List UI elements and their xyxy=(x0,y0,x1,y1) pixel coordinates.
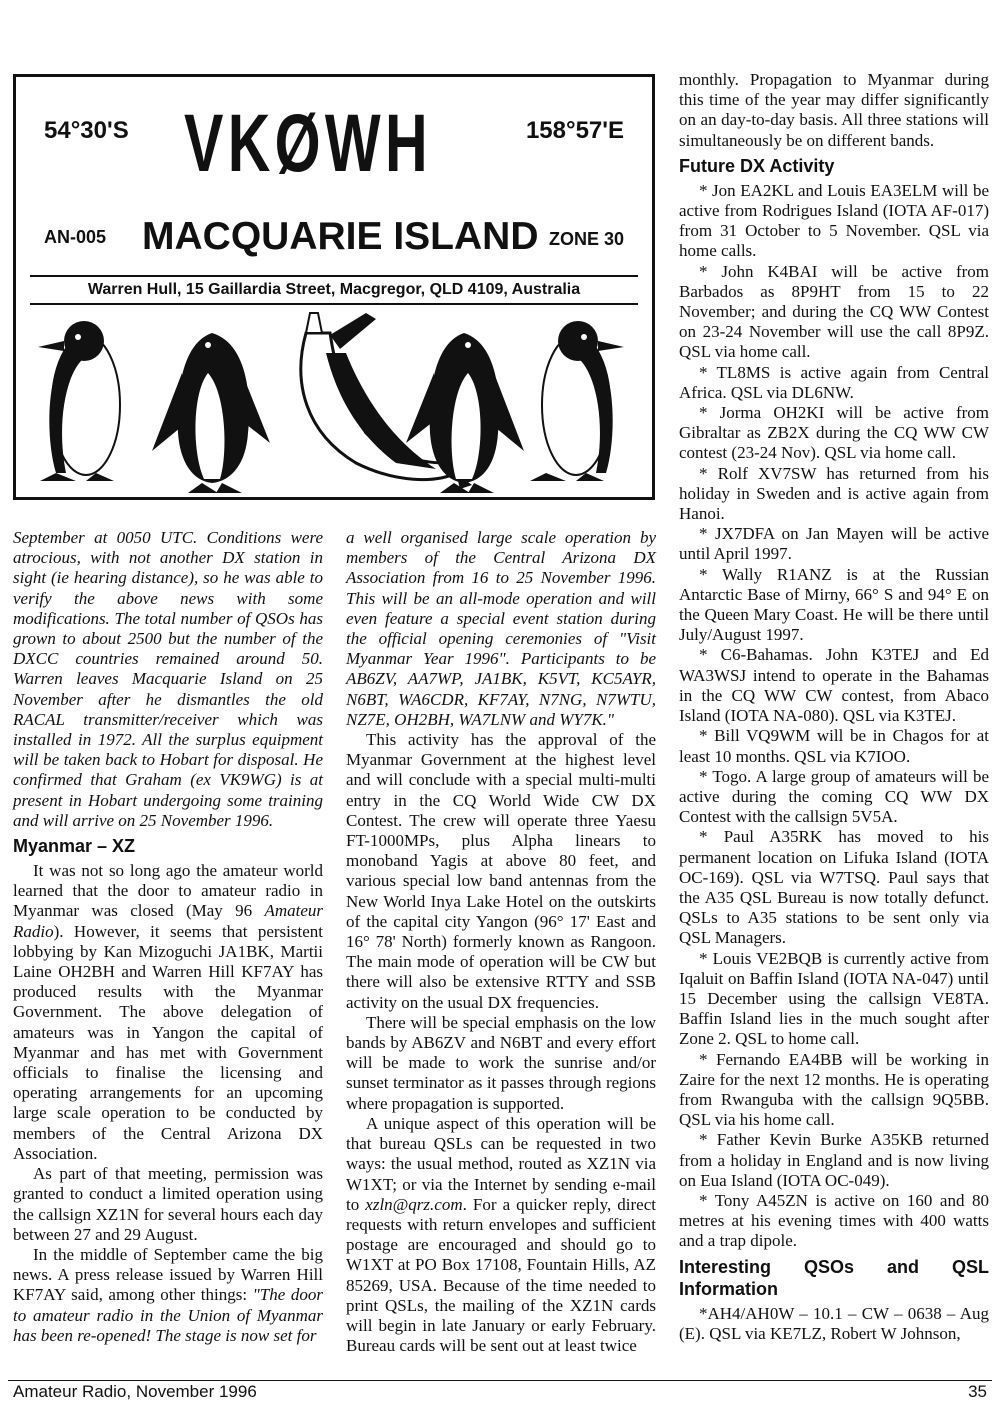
dx-activity-list xyxy=(679,181,989,1252)
dx-activity-item: * C6-Bahamas. John K3TEJ and Ed WA3WSJ intend to operate in the Bahamas in the CQ WW CW contest, from Abaco Island (IOTA NA-080). QSL via K3TEJ. xyxy=(679,645,989,726)
qsl-latitude: 54°30'S xyxy=(44,117,129,144)
column-3 xyxy=(679,70,989,1344)
dx-activity-item: * TL8MS is active again from Central Africa. QSL via DL6NW. xyxy=(679,362,989,402)
col3-paragraph: monthly. Propagation to Myanmar during this time of the year may differ significantly on an day-to-day basis. All three stations will simultaneously be on different bands. xyxy=(679,70,989,150)
footer-rule xyxy=(8,1380,992,1381)
dx-activity-item: * Tony A45ZN is active on 160 and 80 metres at his evening times with 400 watts and a trap dipole. xyxy=(679,1190,989,1251)
col1-paragraph: As part of that meeting, permission was granted to conduct a limited operation using the callsign XZ1N for several hours each day between 27 and 29 August. xyxy=(13,1164,323,1244)
dx-activity-item: * Fernando EA4BB will be working in Zaire for the next 12 months. He is operating from Rwanguba with the callsign 9Q5BB. QSL via his home call. xyxy=(679,1049,989,1130)
penguins-illustration xyxy=(16,303,652,493)
col2-paragraph: a well organised large scale operation by members of the Central Arizona DX Association from 16 to 25 November 1996. This will be an all-mode operation and will even feature a special event station during the official opening ceremonies of "Visit Myanmar Year 1996". Participants to be AB6ZV, AA7WP, JA1BK, K5VT, KC5AYR, N6BT, WA6CDR, KF7AY, N7NG, N7WTU, NZ7E, OH2BH, WA7LNW and WY7K." xyxy=(346,528,656,729)
penguin-icon xyxy=(38,321,120,481)
section-heading-qsos: Interesting QSOs and QSL Information xyxy=(679,1256,989,1299)
dx-activity-item: * Jon EA2KL and Louis EA3ELM will be active from Rodrigues Island (IOTA AF-017) from 31 October to 5 November. QSL via home calls. xyxy=(679,180,989,261)
qsl-zone: ZONE 30 xyxy=(548,229,624,249)
qsl-card xyxy=(13,74,655,500)
penguin-icon xyxy=(152,333,270,493)
qsl-callsign: VKØWH xyxy=(184,98,432,189)
dx-activity-item: * Louis VE2BQB is currently active from Iqaluit on Baffin Island (IOTA NA-047) until 15 December using the callsign VE8TA. Baffin Island lies in the much sought after Zone 2. QSL to home call. xyxy=(679,948,989,1049)
col2-paragraph: There will be special emphasis on the low bands by AB6ZV and N6BT and every effort will be made to work the sunrise and/or sunset terminator as it passes through regions where propagation is supported. xyxy=(346,1012,656,1113)
dx-activity-item: * Jorma OH2KI will be active from Gibraltar as ZB2X during the CQ WW CW contest (23-24 Nov). QSL via home call. xyxy=(679,403,989,463)
penguin-icon xyxy=(530,321,624,481)
col3-paragraph: *AH4/AH0W – 10.1 – CW – 0638 – Aug (E). QSL via KE7LZ, Robert W Johnson, xyxy=(679,1303,989,1343)
col2-paragraph: A unique aspect of this operation will be that bureau QSLs can be requested in two ways: the usual method, routed as XZ1N via W1XT; or via the Internet by sending e-mail to xzln@qrz.com. For a quicker reply, direct requests with return envelopes and sufficient postage are encouraged and should go to W1XT at PO Box 17108, Fountain Hills, AZ 85269, USA. Because of the time needed to print QSLs, the mailing of the XZ1N cards will begin in late January or early February. Bureau cards will be sent out at least twice xyxy=(346,1113,656,1356)
col2-paragraph: This activity has the approval of the Myanmar Government at the highest level and will conclude with a special multi-multi entry in the CQ World Wide CW DX Contest. The crew will operate three Yaesu FT-1000MPs, plus Alpha linears to monoband Yagis at above 80 feet, and various special low band antennas from the New World Inya Lake Hotel on the outskirts of the capital city Yangon (96° 17' East and 16° 78' North) formerly known as Rangoon. The main mode of operation will be CW but there will also be extensive RTTY and SSB activity on the usual DX frequencies. xyxy=(346,730,656,1012)
column-1 xyxy=(13,528,323,1346)
column-2 xyxy=(346,528,656,1356)
qsl-longitude: 158°57'E xyxy=(525,117,624,144)
dx-activity-item: * Rolf XV7SW has returned from his holiday in Sweden and is active again from Hanoi. xyxy=(679,463,989,524)
col1-paragraph: It was not so long ago the amateur world learned that the door to amateur radio in Myanmar was closed (May 96 Amateur Radio). However, it seems that persistent lobbying by Kan Mizoguchi JA1BK, Martii Laine OH2BH and Warren Hill KF7AY has produced results with the Myanmar Government. The above delegation of amateurs was in Yangon the capital of Myanmar and has met with Government officials to finalise the licensing and operating arrangements for an upcoming large scale operation to be conducted by members of the Central Arizona DX Association. xyxy=(13,861,323,1163)
page-number: 35 xyxy=(968,1382,987,1401)
section-heading-future-dx: Future DX Activity xyxy=(679,155,835,176)
qsl-iota: AN-005 xyxy=(44,227,107,247)
col1-paragraph: September at 0050 UTC. Conditions were atrocious, with not another DX station in sight (ie hearing distance), so he was able to verify the above news with some modifications. The total number of QSOs has grown to about 2500 but the number of the DXCC countries remained around 50. Warren leaves Macquarie Island on 25 November after he dismantles the old RACAL transmitter/receiver which was installed in 1972. All the surplus equipment will be taken back to Hobart for disposal. He confirmed that Graham (ex VK9WG) is at present in Hobart undergoing some training and will arrive on 25 November 1996. xyxy=(13,528,323,830)
footer-publication: Amateur Radio, November 1996 xyxy=(13,1382,257,1401)
dx-activity-item: * Bill VQ9WM will be in Chagos for at least 10 months. QSL via K7IOO. xyxy=(679,726,989,766)
section-heading-myanmar: Myanmar – XZ xyxy=(13,836,136,857)
dx-activity-item: * JX7DFA on Jan Mayen will be active until April 1997. xyxy=(679,524,989,564)
qsl-address: Warren Hull, 15 Gaillardia Street, Macgregor, QLD 4109, Australia xyxy=(30,275,638,305)
dx-activity-item: * Wally R1ANZ is at the Russian Antarctic Base of Mirny, 66° S and 94° E on the Queen Mary Coast. He will be there until July/August 1997. xyxy=(679,564,989,645)
dx-activity-item: * Father Kevin Burke A35KB returned from a holiday in England and is now living on Eua Island (IOTA OC-049). xyxy=(679,1130,989,1190)
dx-activity-item: * John K4BAI will be active from Barbados as 8P9HT from 15 to 22 November; and during the CQ WW Contest on 23-24 November will use the call 8P9Z. QSL via home call. xyxy=(679,261,989,362)
qsl-island: MACQUARIE ISLAND xyxy=(142,215,539,258)
col1-paragraph: In the middle of September came the big news. A press release issued by Warren Hill KF7AY said, among other things: "The door to amateur radio in the Union of Myanmar has been re-opened! The stage is now set for xyxy=(13,1244,323,1345)
dx-activity-item: * Togo. A large group of amateurs will be active during the coming CQ WW DX Contest with the callsign 5V5A. xyxy=(679,766,989,827)
dx-activity-item: * Paul A35RK has moved to his permanent location on Lifuka Island (IOTA OC-169). QSL via W7TSQ. Paul says that the A35 QSL Bureau is now totally defunct. QSLs to A35 stations to be sent only via QSL Managers. xyxy=(679,827,989,948)
